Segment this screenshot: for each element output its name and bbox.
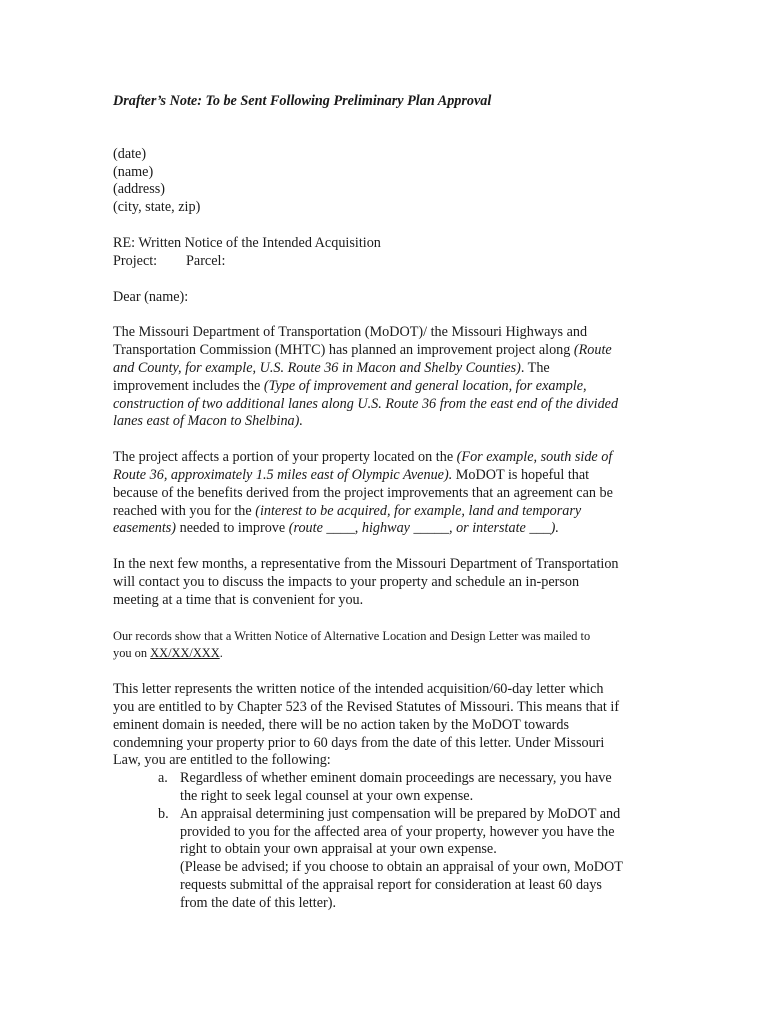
- rights-item-a: [113, 770, 658, 806]
- p5-line: condemning your property prior to 60 days from the date of this letter. Under Missouri: [113, 734, 605, 751]
- p5-line: eminent domain is needed, there will be no action taken by the MoDOT towards: [113, 716, 569, 733]
- project-label: Project:: [113, 252, 158, 269]
- re-line: RE: Written Notice of the Intended Acquisition: [113, 234, 381, 251]
- p2-line: [113, 449, 658, 467]
- letter-page: [113, 93, 658, 912]
- p2-text: The project affects a portion of your property located on the: [113, 449, 457, 466]
- paragraph-project-intro: [113, 324, 658, 431]
- p1-line: [113, 396, 658, 414]
- p1-line: [113, 413, 658, 431]
- list-marker: a.: [158, 770, 168, 787]
- p2-italic: easements): [113, 520, 177, 537]
- p1-line: [113, 360, 658, 378]
- p4-line: [113, 645, 658, 663]
- p3-line: will contact you to discuss the impacts to your property and schedule an in-person: [113, 573, 580, 590]
- address-date: (date): [113, 145, 147, 162]
- p1-text: improvement includes the: [113, 377, 264, 394]
- address-block: [113, 146, 658, 217]
- rights-list: [113, 770, 658, 912]
- p1-line: The Missouri Department of Transportation (MoDOT)/ the Missouri Highways and: [113, 324, 588, 341]
- p2-italic: (interest to be acquired, for example, land and temporary: [255, 502, 582, 519]
- p2-text: reached with you for the: [113, 502, 256, 519]
- p1-text: . The: [520, 359, 550, 376]
- paragraph-records-notice: [113, 628, 658, 664]
- p3-line: In the next few months, a representative from the Missouri Department of Transportation: [113, 556, 619, 573]
- rights-line: (Please be advised; if you choose to obtain an appraisal of your own, MoDOT: [180, 859, 623, 876]
- p4-text: .: [219, 646, 223, 661]
- rights-line: An appraisal determining just compensation will be prepared by MoDOT and: [180, 805, 621, 822]
- rights-line: provided to you for the affected area of your property, however you have the: [180, 823, 615, 840]
- p2-text: MoDOT is hopeful that: [452, 466, 590, 483]
- drafters-note: Drafter’s Note: To be Sent Following Preliminary Plan Approval: [113, 93, 492, 109]
- salutation-text: Dear (name):: [113, 288, 189, 305]
- rights-line: right to obtain your own appraisal at your own expense.: [180, 841, 497, 858]
- mailed-date-placeholder: XX/XX/XXX: [150, 646, 220, 661]
- paragraph-representative-contact: [113, 556, 658, 609]
- rights-item-b: [113, 806, 658, 913]
- p2-line: [113, 503, 658, 521]
- rights-line: from the date of this letter).: [180, 894, 337, 911]
- salutation: [113, 289, 658, 307]
- p1-italic: (Type of improvement and general location, for example,: [263, 377, 587, 394]
- p2-italic: Route 36, approximately 1.5 miles east of Olympic Avenue).: [113, 466, 453, 483]
- list-marker: b.: [158, 805, 169, 822]
- p1-line: [113, 342, 658, 360]
- p2-italic: (route ____, highway _____, or interstate ___).: [288, 520, 559, 537]
- rights-line: Regardless of whether eminent domain proceedings are necessary, you have: [180, 770, 612, 787]
- p4-line: Our records show that a Written Notice of Alternative Location and Design Letter was mailed to: [113, 628, 591, 643]
- rights-line: the right to seek legal counsel at your own expense.: [180, 787, 474, 804]
- p1-italic: (Route: [573, 342, 612, 359]
- parcel-label: Parcel:: [186, 252, 226, 269]
- project-parcel-line: [113, 253, 658, 271]
- p5-line: you are entitled to by Chapter 523 of the Revised Statutes of Missouri. This means that if: [113, 698, 620, 715]
- address-city-state-zip: (city, state, zip): [113, 199, 201, 216]
- paragraph-written-notice: [113, 681, 658, 770]
- p1-italic: and County, for example, U.S. Route 36 in Macon and Shelby Counties): [113, 359, 521, 376]
- p2-line: [113, 467, 658, 485]
- p2-line: because of the benefits derived from the project improvements that an agreement can be: [113, 484, 613, 501]
- p2-line: [113, 520, 658, 538]
- rights-line: requests submittal of the appraisal report for consideration at least 60 days: [180, 876, 602, 893]
- p1-line: [113, 378, 658, 396]
- p2-text: needed to improve: [176, 520, 289, 537]
- re-block: [113, 235, 658, 271]
- p1-italic: lanes east of Macon to Shelbina).: [113, 413, 303, 430]
- p4-text: you on: [113, 646, 151, 661]
- p1-italic: construction of two additional lanes along U.S. Route 36 from the east end of the divided: [113, 395, 619, 412]
- p1-text: Transportation Commission (MHTC) has planned an improvement project along: [113, 342, 574, 359]
- address-name: (name): [113, 163, 154, 180]
- address-street: (address): [113, 181, 165, 198]
- p5-line: This letter represents the written notice of the intended acquisition/60-day letter which: [113, 681, 604, 698]
- p2-italic: (For example, south side of: [456, 449, 613, 466]
- p3-line: meeting at a time that is convenient for you.: [113, 591, 364, 608]
- p5-line: Law, you are entitled to the following:: [113, 752, 331, 769]
- paragraph-property-impact: [113, 449, 658, 538]
